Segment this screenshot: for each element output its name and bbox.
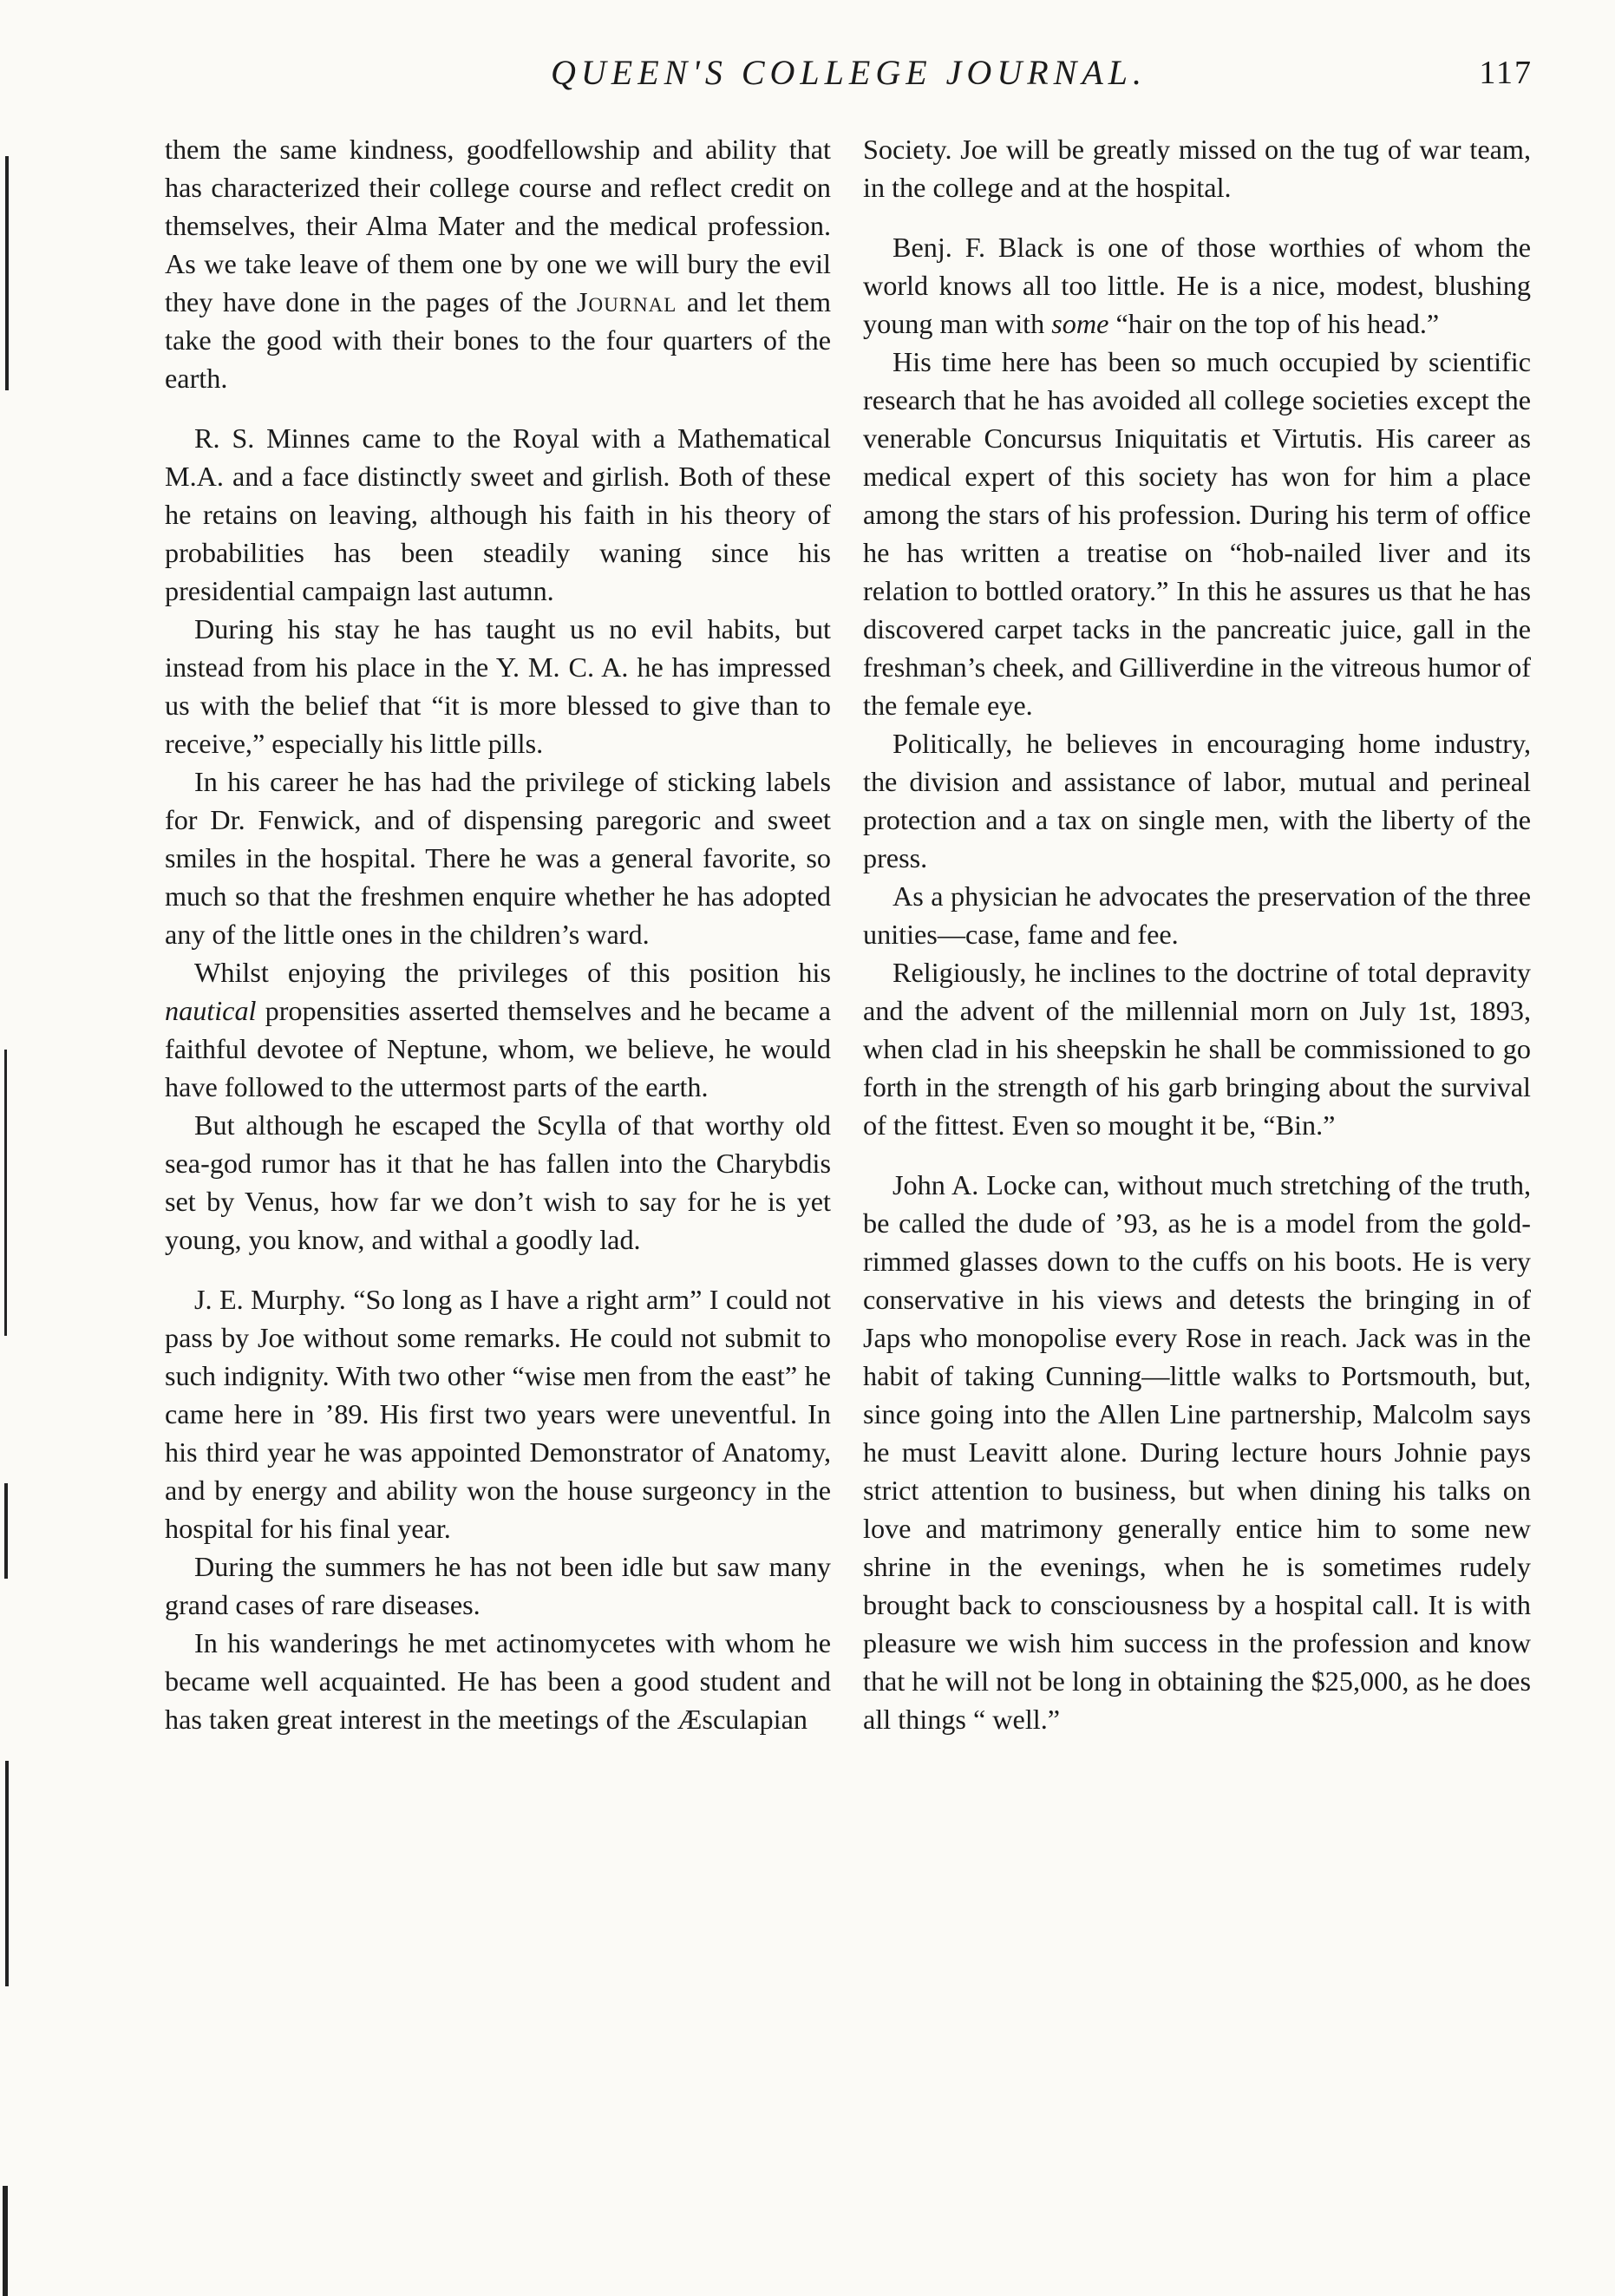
paragraph: J. E. Murphy. “So long as I have a right arm” I could not pass by Joe without some remarks. He could not submit to such indignity. With two other “wise men from the east” he came here in ’89. His first two years were uneventful. In his third year he was appointed Demonstrator of Anatomy, and by energy and ability won the house surgeoncy in the hospital for his final year. bbox=[165, 1284, 831, 1544]
page-header bbox=[165, 52, 1533, 104]
binding-edge-mark bbox=[4, 1483, 8, 1579]
binding-edge-mark bbox=[5, 1761, 9, 1986]
paragraph: But although he escaped the Scylla of that worthy old sea-god rumor has it that he has fallen into the Charybdis set by Venus, how far we don’t wish to say for he is yet young, you know, and withal a goodly lad. bbox=[165, 1109, 831, 1255]
binding-edge-mark bbox=[5, 156, 9, 390]
paragraph: Whilst enjoying the privileges of this position his nautical propensities asserted themselves and he became a faithful devotee of Neptune, whom, we believe, he would have followed to the uttermost parts of the earth. bbox=[165, 957, 831, 1102]
paragraph: During his stay he has taught us no evil habits, but instead from his place in the Y. M. C. A. he has impressed us with the belief that “it is more blessed to give than to receive,” especially his little pills. bbox=[165, 613, 831, 759]
journal-title: QUEEN'S COLLEGE JOURNAL. bbox=[550, 53, 1147, 92]
paragraph: them the same kindness, goodfellowship and ability that has characterized their college course and reflect credit on themselves, their Alma Mater and the medical profession. As we take leave of them one by one we will bury the evil they have done in the pages of the Journal and let them take the good with their bones to the four quarters of the earth. bbox=[165, 134, 832, 394]
paragraph: Society. Joe will be greatly missed on the tug of war team, in the college and at the hospital. bbox=[863, 134, 1531, 203]
left-column bbox=[165, 130, 831, 1738]
binding-edge-mark bbox=[3, 2186, 8, 2296]
paragraph: John A. Locke can, without much stretching of the truth, be called the dude of ’93, as he is a model from the gold-rimmed glasses down to the cuffs on his boots. He is very conservative in his views and detests the bringing in of Japs who monopolise every Rose in reach. Jack was in the habit of taking Cunning—little walks to Portsmouth, but, since going into the Allen Line partnership, Malcolm says he must Leavitt alone. During lecture hours Johnie pays strict attention to business, but when dining his talks on love and matrimony generally entice him to some new shrine in the evenings, when he is sometimes rudely brought back to consciousness by a hospital call. It is with pleasure we wish him success in the profession and know that he will not be long in obtaining the $25,000, as he does all things “ well.” bbox=[863, 1169, 1531, 1735]
paragraph: As a physician he advocates the preservation of the three unities—case, fame and fee. bbox=[863, 880, 1531, 950]
paragraph: Religiously, he inclines to the doctrine of total depravity and the advent of the millennial morn on July 1st, 1893, when clad in his sheepskin he shall be commissioned to go forth in the strength of his garb bringing about the survival of the fittest. Even so mought it be, “Bin.” bbox=[863, 957, 1531, 1141]
paragraph: His time here has been so much occupied by scientific research that he has avoided all college societies except the venerable Concursus Iniquitatis et Virtutis. His career as medical expert of this society has won for him a place among the stars of his profession. During his term of office he has written a treatise on “hob-nailed liver and its relation to bottled oratory.” In this he assures us that he has discovered carpet tacks in the pancreatic juice, gall in the freshman’s cheek, and Gilliverdine in the vitreous humor of the female eye. bbox=[863, 346, 1531, 721]
paragraph: In his career he has had the privilege of sticking labels for Dr. Fenwick, and of dispensing paregoric and sweet smiles in the hospital. There he was a general favorite, so much so that the freshmen enquire whether he has adopted any of the little ones in the children’s ward. bbox=[165, 766, 831, 950]
paragraph: R. S. Minnes came to the Royal with a Mathematical M.A. and a face distinctly sweet and girlish. Both of these he retains on leaving, although his faith in his theory of probabilities has been steadily waning since his presidential campaign last autumn. bbox=[165, 422, 831, 606]
paragraph: Benj. F. Black is one of those worthies of whom the world knows all too little. He is a nice, modest, blushing young man with some “hair on the top of his head.” bbox=[863, 232, 1531, 339]
page-number: 117 bbox=[1479, 55, 1533, 91]
binding-edge-mark bbox=[4, 1050, 7, 1336]
right-column bbox=[863, 130, 1531, 1738]
paragraph: Politically, he believes in encouraging home industry, the division and assistance of labor, mutual and perineal protection and a tax on single men, with the liberty of the press. bbox=[863, 728, 1531, 873]
paragraph: In his wanderings he met actinomycetes with whom he became well acquainted. He has been a good student and has taken great interest in the meetings of the Æsculapian bbox=[165, 1627, 831, 1735]
paragraph: During the summers he has not been idle but saw many grand cases of rare diseases. bbox=[165, 1551, 831, 1620]
